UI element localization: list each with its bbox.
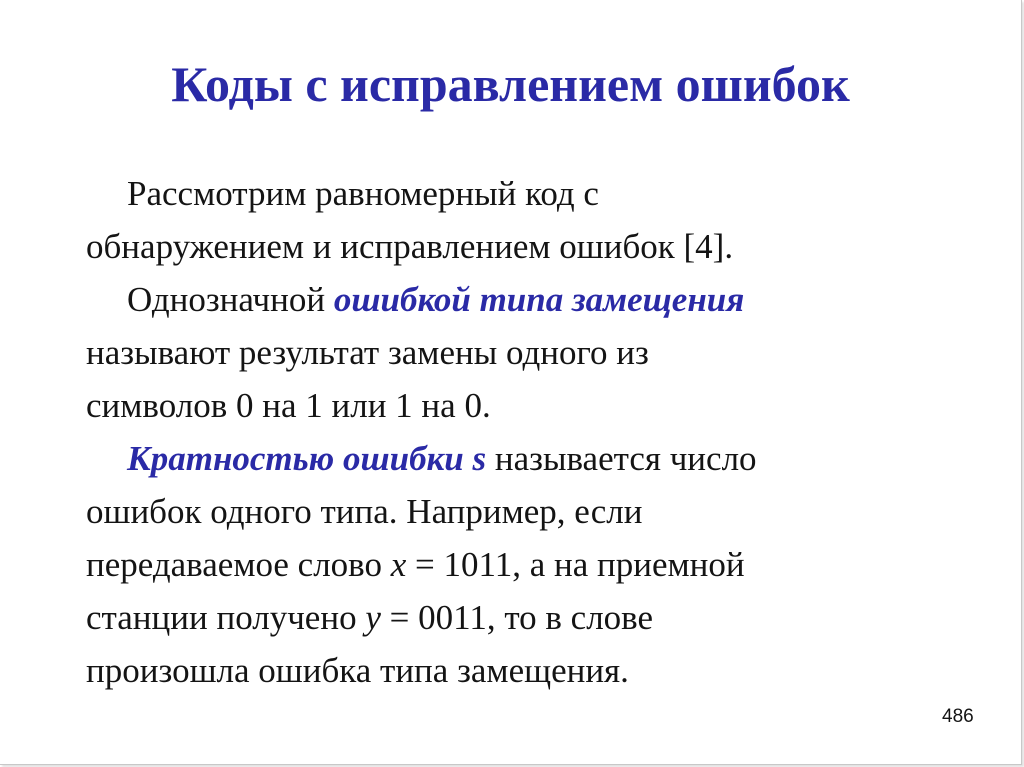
paragraph-3-line-2: ошибок одного типа. Например, если <box>86 492 643 531</box>
term-substitution-error: ошибкой типа замещения <box>333 280 745 319</box>
paragraph-2-line-1 <box>86 273 986 326</box>
paragraph-1-line-1: Рассмотрим равномерный код с <box>127 174 599 213</box>
paragraph-3-line-3 <box>86 538 986 591</box>
line-4-post: = 0011, то в слове <box>380 598 654 637</box>
variable-x: x <box>390 545 407 584</box>
slide-title: Коды с исправлением ошибок <box>171 56 850 112</box>
paragraph-1-line-2: обнаружением и исправлением ошибок [4]. <box>86 227 734 266</box>
paragraph-3-line-5: произошла ошибка типа замещения. <box>86 651 629 690</box>
paragraph-2-line-3: символов 0 на 1 или 1 на 0. <box>86 386 491 425</box>
page-number: 486 <box>942 706 974 727</box>
paragraph-3-line-4 <box>86 591 986 644</box>
line-3-post: = 1011, а на приемной <box>406 545 745 584</box>
line-4-pre: станции получено <box>86 598 366 637</box>
slide-body <box>86 167 986 697</box>
paragraph-2-line-2: называют результат замены одного из <box>86 333 649 372</box>
paragraph-3-tail: называется число <box>486 439 757 478</box>
paragraph-2-lead: Однозначной <box>127 280 334 319</box>
variable-y: y <box>365 598 381 637</box>
line-3-pre: передаваемое слово <box>86 545 391 584</box>
paragraph-3-line-1 <box>86 432 986 485</box>
term-error-multiplicity: Кратностью ошибки s <box>127 439 487 478</box>
